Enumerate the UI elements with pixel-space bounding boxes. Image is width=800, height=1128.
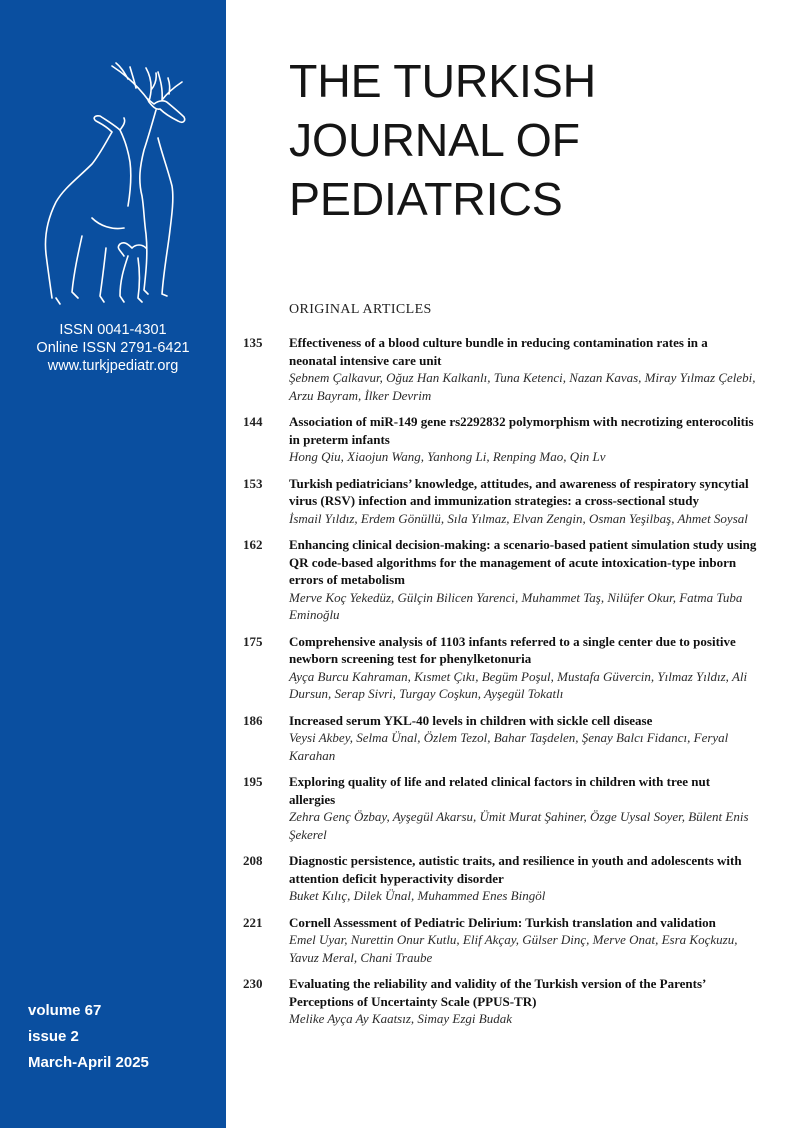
article-title: Increased serum YKL-40 levels in children with sickle cell disease bbox=[289, 712, 653, 728]
section-heading: ORIGINAL ARTICLES bbox=[289, 302, 432, 317]
deer-family-icon bbox=[20, 58, 206, 308]
article-authors: Veysi Akbey, Selma Ünal, Özlem Tezol, Bahar Taşdelen, Şenay Balcı Fidancı, Feryal Karahan bbox=[289, 730, 729, 763]
article-title: Effectiveness of a blood culture bundle in reducing contamination rates in a neonatal intensive care unit bbox=[289, 335, 708, 368]
article-title: Association of miR-149 gene rs2292832 polymorphism with necrotizing enterocolitis in preterm infants bbox=[289, 414, 754, 447]
journal-website[interactable]: www.turkjpediatr.org bbox=[47, 358, 179, 374]
table-of-contents bbox=[243, 334, 758, 1037]
article-title: Turkish pediatricians’ knowledge, attitudes, and awareness of respiratory syncytial virus (RSV) infection and immunization strategies: a cross-sectional study bbox=[289, 475, 749, 508]
article-page: 153 bbox=[243, 475, 263, 491]
article-entry[interactable] bbox=[243, 852, 758, 905]
article-page: 208 bbox=[243, 853, 263, 868]
article-entry[interactable] bbox=[243, 914, 758, 967]
article-page: 195 bbox=[243, 774, 263, 789]
article-page: 175 bbox=[243, 633, 263, 649]
article-title: Comprehensive analysis of 1103 infants referred to a single center due to positive newborn screening test for phenylketonuria bbox=[289, 633, 736, 666]
journal-title-line: PEDIATRICS bbox=[289, 173, 563, 225]
article-entry[interactable] bbox=[243, 536, 758, 624]
article-entry[interactable] bbox=[243, 773, 758, 843]
issn-block bbox=[0, 321, 226, 375]
issue-label: issue 2 bbox=[28, 1028, 79, 1045]
online-issn: Online ISSN 2791-6421 bbox=[36, 340, 190, 356]
article-page: 144 bbox=[243, 414, 263, 429]
issue-info bbox=[28, 998, 149, 1076]
journal-title bbox=[289, 52, 596, 229]
article-title: Enhancing clinical decision-making: a scenario-based patient simulation study using QR code-based algorithms for the management of acute intoxication-type inborn errors of metabolism bbox=[289, 537, 757, 587]
article-title: Cornell Assessment of Pediatric Delirium: Turkish translation and validation bbox=[289, 914, 716, 930]
article-page: 186 bbox=[243, 712, 263, 728]
journal-title-line: JOURNAL OF bbox=[289, 114, 580, 166]
article-authors: İsmail Yıldız, Erdem Gönüllü, Sıla Yılmaz, Elvan Zengin, Osman Yeşilbaş, Ahmet Soysal bbox=[289, 510, 748, 526]
article-authors: Merve Koç Yekedüz, Gülçin Bilicen Yarenci, Muhammet Taş, Nilüfer Okur, Fatma Tuba Eminoğlu bbox=[289, 589, 743, 622]
print-issn: ISSN 0041-4301 bbox=[59, 322, 167, 338]
article-authors: Hong Qiu, Xiaojun Wang, Yanhong Li, Renping Mao, Qin Lv bbox=[289, 449, 606, 464]
volume-label: volume 67 bbox=[28, 1002, 102, 1019]
article-page: 230 bbox=[243, 976, 263, 991]
article-title: Exploring quality of life and related clinical factors in children with tree nut allergies bbox=[289, 774, 711, 807]
cover-sidebar bbox=[0, 0, 226, 1128]
article-authors: Zehra Genç Özbay, Ayşegül Akarsu, Ümit Murat Şahiner, Özge Uysal Soyer, Bülent Enis Şekerel bbox=[289, 809, 749, 842]
article-authors: Şebnem Çalkavur, Oğuz Han Kalkanlı, Tuna Ketenci, Nazan Kavas, Miray Yılmaz Çelebi, Arzu Bayram, İlker Devrim bbox=[289, 370, 756, 403]
article-entry[interactable] bbox=[243, 712, 758, 765]
article-page: 135 bbox=[243, 335, 263, 350]
article-authors: Emel Uyar, Nurettin Onur Kutlu, Elif Akçay, Gülser Dinç, Merve Onat, Esra Koçkuzu, Yavuz Meral, Chani Traube bbox=[289, 932, 738, 965]
article-page: 221 bbox=[243, 914, 263, 930]
article-entry[interactable] bbox=[243, 975, 758, 1028]
article-authors: Ayça Burcu Kahraman, Kısmet Çıkı, Begüm Poşul, Mustafa Güvercin, Yılmaz Yıldız, Ali Dursun, Serap Sivri, Turgay Coşkun, Ayşegül Tokatlı bbox=[289, 668, 748, 701]
article-title: Evaluating the reliability and validity of the Turkish version of the Parents’ Perceptions of Uncertainty Scale (PPUS-TR) bbox=[289, 976, 706, 1009]
article-entry[interactable] bbox=[243, 633, 758, 703]
article-page: 162 bbox=[243, 537, 263, 552]
article-entry[interactable] bbox=[243, 475, 758, 528]
issue-date: March-April 2025 bbox=[28, 1054, 149, 1071]
article-title: Diagnostic persistence, autistic traits, and resilience in youth and adolescents with attention deficit hyperactivity disorder bbox=[289, 853, 742, 886]
article-authors: Buket Kılıç, Dilek Ünal, Muhammed Enes Bingöl bbox=[289, 888, 546, 903]
article-authors: Melike Ayça Ay Kaatsız, Simay Ezgi Budak bbox=[289, 1011, 513, 1026]
journal-title-line: THE TURKISH bbox=[289, 55, 596, 107]
article-entry[interactable] bbox=[243, 334, 758, 404]
article-entry[interactable] bbox=[243, 413, 758, 466]
